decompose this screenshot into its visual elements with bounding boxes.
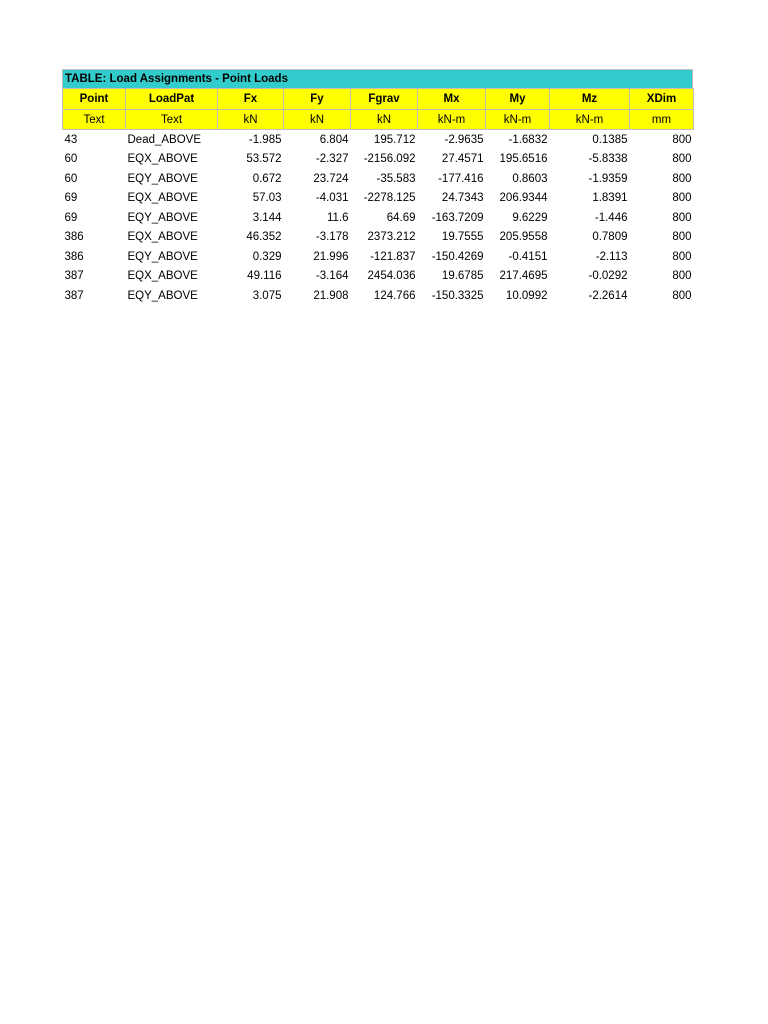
cell-mx: -2.9635 — [444, 133, 484, 146]
cell-mz: -1.446 — [594, 211, 628, 224]
cell-fgrav: 64.69 — [386, 211, 416, 224]
cell-my: 10.0992 — [505, 289, 548, 302]
cell-fx: 3.144 — [252, 211, 282, 224]
cell-loadpat: EQY_ABOVE — [127, 289, 198, 302]
cell-fgrav: 124.766 — [373, 289, 416, 302]
cell-fx: 49.116 — [247, 270, 282, 283]
cell-fgrav: -121.837 — [370, 250, 416, 263]
cell-mz: 0.7809 — [592, 231, 628, 244]
cell-point: 60 — [64, 153, 78, 166]
cell-loadpat: Dead_ABOVE — [127, 133, 202, 146]
cell-loadpat: EQX_ABOVE — [127, 192, 198, 205]
cell-my: 0.8603 — [512, 172, 548, 185]
header-loadpat: LoadPat — [126, 89, 218, 110]
header-fgrav: Fgrav — [351, 89, 418, 110]
table-row — [63, 267, 694, 287]
cell-fy: 23.724 — [313, 172, 349, 185]
table-row — [63, 286, 694, 306]
cell-xdim: 800 — [672, 133, 692, 146]
cell-mz: -5.8338 — [588, 153, 628, 166]
table-row — [63, 150, 694, 170]
cell-my: -0.4151 — [508, 250, 548, 263]
cell-my: 195.6516 — [499, 153, 548, 166]
cell-loadpat: EQY_ABOVE — [127, 211, 198, 224]
cell-fy: 6.804 — [319, 133, 349, 146]
unit-xdim: mm — [630, 110, 694, 130]
cell-mx: -163.7209 — [431, 211, 484, 224]
unit-mx: kN-m — [418, 110, 486, 130]
cell-my: 9.6229 — [512, 211, 548, 224]
cell-point: 43 — [64, 133, 78, 146]
cell-my: 206.9344 — [499, 192, 548, 205]
table-title: TABLE: Load Assignments - Point Loads — [62, 69, 693, 88]
cell-fy: -4.031 — [315, 192, 349, 205]
cell-fx: 53.572 — [246, 153, 282, 166]
table-row — [63, 247, 694, 267]
cell-point: 69 — [64, 211, 78, 224]
cell-fx: 3.075 — [252, 289, 282, 302]
cell-point: 387 — [64, 289, 84, 302]
cell-fy: 21.908 — [313, 289, 349, 302]
table-row — [63, 169, 694, 189]
cell-loadpat: EQY_ABOVE — [127, 250, 198, 263]
cell-fy: -3.178 — [315, 231, 349, 244]
column-header-row — [63, 89, 694, 110]
cell-fgrav: 2454.036 — [367, 270, 416, 283]
load-assignments-table — [62, 69, 693, 306]
cell-point: 69 — [64, 192, 78, 205]
cell-my: 205.9558 — [499, 231, 548, 244]
cell-fx: 0.329 — [252, 250, 282, 263]
cell-loadpat: EQX_ABOVE — [127, 231, 198, 244]
header-point: Point — [63, 89, 126, 110]
cell-loadpat: EQX_ABOVE — [127, 270, 198, 283]
cell-fx: 0.672 — [252, 172, 282, 185]
cell-my: -1.6832 — [508, 133, 548, 146]
cell-xdim: 800 — [672, 172, 692, 185]
cell-mz: -2.113 — [595, 250, 628, 263]
header-fx: Fx — [218, 89, 284, 110]
unit-loadpat: Text — [126, 110, 218, 130]
cell-xdim: 800 — [672, 192, 692, 205]
units-row — [63, 110, 694, 130]
cell-mx: -150.3325 — [431, 289, 484, 302]
cell-xdim: 800 — [672, 211, 692, 224]
cell-mx: 27.4571 — [441, 153, 484, 166]
cell-point: 386 — [64, 231, 84, 244]
cell-loadpat: EQX_ABOVE — [127, 153, 198, 166]
cell-mx: 19.7555 — [441, 231, 484, 244]
cell-fx: 46.352 — [246, 231, 282, 244]
cell-fgrav: -35.583 — [376, 172, 416, 185]
unit-my: kN-m — [486, 110, 550, 130]
cell-mx: 24.7343 — [441, 192, 484, 205]
cell-mz: 1.8391 — [592, 192, 628, 205]
header-xdim: XDim — [630, 89, 694, 110]
cell-fgrav: -2278.125 — [363, 192, 416, 205]
unit-fx: kN — [218, 110, 284, 130]
header-fy: Fy — [284, 89, 351, 110]
cell-mx: -150.4269 — [431, 250, 484, 263]
cell-fy: 21.996 — [313, 250, 349, 263]
cell-mx: 19.6785 — [441, 270, 484, 283]
cell-fy: -3.164 — [315, 270, 349, 283]
header-mx: Mx — [418, 89, 486, 110]
table-row — [63, 189, 694, 209]
table-body — [63, 130, 694, 306]
cell-fgrav: 2373.212 — [367, 231, 416, 244]
cell-fy: 11.6 — [326, 211, 349, 224]
cell-xdim: 800 — [672, 270, 692, 283]
cell-my: 217.4695 — [499, 270, 548, 283]
unit-point: Text — [63, 110, 126, 130]
cell-mz: -1.9359 — [588, 172, 628, 185]
unit-fgrav: kN — [351, 110, 418, 130]
table-row — [63, 228, 694, 248]
unit-mz: kN-m — [550, 110, 630, 130]
table-row — [63, 208, 694, 228]
table-row — [63, 130, 694, 150]
cell-xdim: 800 — [672, 289, 692, 302]
cell-xdim: 800 — [672, 231, 692, 244]
cell-fy: -2.327 — [315, 153, 349, 166]
cell-xdim: 800 — [672, 153, 692, 166]
cell-fx: -1.985 — [248, 133, 282, 146]
unit-fy: kN — [284, 110, 351, 130]
cell-fgrav: 195.712 — [373, 133, 416, 146]
cell-mz: 0.1385 — [592, 133, 628, 146]
cell-mx: -177.416 — [438, 172, 484, 185]
cell-point: 387 — [64, 270, 84, 283]
cell-loadpat: EQY_ABOVE — [127, 172, 198, 185]
cell-fgrav: -2156.092 — [363, 153, 416, 166]
cell-fx: 57.03 — [252, 192, 282, 205]
point-loads-grid — [62, 88, 694, 306]
cell-mz: -0.0292 — [588, 270, 628, 283]
header-mz: Mz — [550, 89, 630, 110]
cell-mz: -2.2614 — [588, 289, 628, 302]
header-my: My — [486, 89, 550, 110]
cell-point: 386 — [64, 250, 84, 263]
cell-xdim: 800 — [672, 250, 692, 263]
cell-point: 60 — [64, 172, 78, 185]
